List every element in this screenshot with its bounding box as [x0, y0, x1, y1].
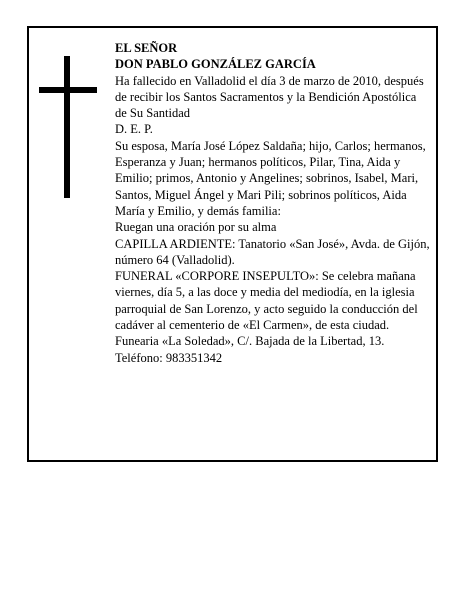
obituary-text — [115, 40, 431, 366]
family-list: Su esposa, María José López Saldaña; hijo, Carlos; hermanos, Esperanza y Juan; hermanos políticos, Pilar, Tina, Aida y Emilio; primos, Antonio y Angelines; sobrinos, Isabel, Mari, Santos, Miguel Ángel y Mari Pili; sobrinos políticos, Aida María y Emilio, y demás familia: — [115, 138, 426, 218]
funeral-info: FUNERAL «CORPORE INSEPULTO»: Se celebra mañana viernes, día 5, a las doce y media del mediodía, en la iglesia parroquial de San Lorenzo, y acto seguido la conducción del cadáver al cementerio de «El Carmen», de esta ciudad. — [115, 269, 418, 333]
cross-horizontal-bar — [39, 87, 97, 93]
dep-line: D. E. P. — [115, 122, 153, 137]
cross-icon — [39, 56, 97, 198]
title-line-1: EL SEÑOR — [115, 41, 178, 55]
cross-vertical-bar — [64, 56, 70, 198]
prayer-request: Ruegan una oración por su alma — [115, 220, 277, 235]
death-announcement: Ha fallecido en Valladolid el día 3 de marzo de 2010, después de recibir los Santos Sacramentos y la Bendición Apostólica de Su Santidad — [115, 73, 424, 121]
chapel-info: CAPILLA ARDIENTE: Tanatorio «San José», Avda. de Gijón, número 64 (Valladolid). — [115, 236, 430, 267]
obituary-notice — [27, 26, 438, 462]
funeral-home-info: Funearia «La Soledad», C/. Bajada de la Libertad, 13. Teléfono: 983351342 — [115, 334, 385, 365]
deceased-name: DON PABLO GONZÁLEZ GARCÍA — [115, 57, 316, 72]
